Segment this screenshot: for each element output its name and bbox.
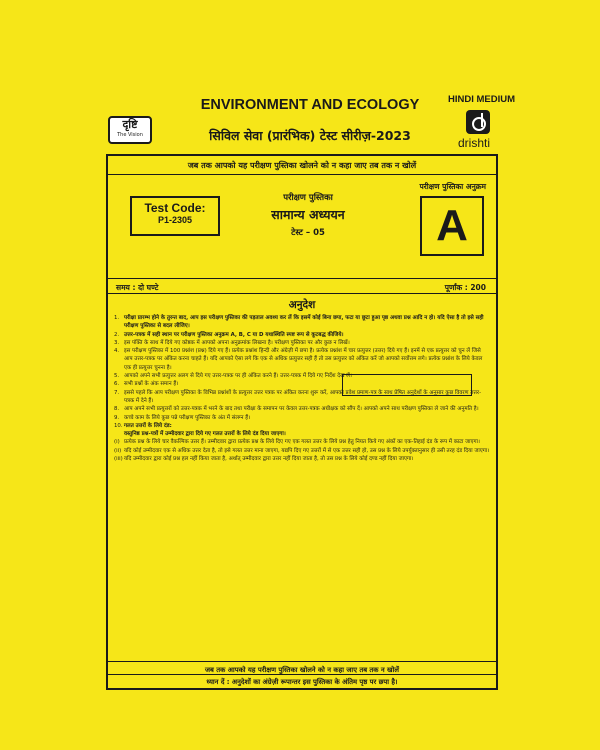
instruction-text: प्रत्येक प्रश्न के लिये चार वैकल्पिक उत्तर हैं। उम्मीदवार द्वारा प्रत्येक प्रश्न के लिये दिए गए एक गलत उत्तर के लिये प्रश्न हेतु नियत किये गए अंकों का एक-तिहाई दंड के रूप में काटा जाएगा। bbox=[124, 439, 480, 446]
booklet-title: ENVIRONMENT AND ECOLOGY bbox=[200, 97, 420, 113]
instruction-number: 5. bbox=[114, 373, 120, 380]
top-warning: जब तक आपको यह परीक्षण पुस्तिका खोलने को न कहा जाए तब तक न खोलें bbox=[187, 161, 417, 170]
instruction-number: (iii) bbox=[114, 456, 123, 463]
instruction-text: सभी प्रश्नों के अंक समान हैं। bbox=[124, 381, 179, 388]
divider bbox=[108, 661, 496, 662]
bottom-note: ध्यान दें : अनुदेशों का अंग्रेज़ी रूपान्तर इस पुस्तिका के अंतिम पृष्ठ पर छपा है। bbox=[206, 678, 398, 686]
booklet-frame bbox=[106, 154, 498, 690]
instruction-text: उत्तर-पत्रक में सही स्थान पर परीक्षण पुस्तिका अनुक्रम A, B, C या D यथास्थिति स्पष्ट रूप से कूटबद्ध कीजिये। bbox=[124, 331, 344, 338]
instruction-text: गलत उत्तरों के लिये दंड: bbox=[124, 422, 172, 429]
instruction-item bbox=[114, 314, 490, 331]
instruction-item bbox=[114, 455, 490, 463]
drishti-logo bbox=[108, 116, 152, 144]
instruction-item bbox=[114, 331, 490, 339]
instruction-number: 6. bbox=[114, 381, 120, 388]
booklet-info bbox=[258, 192, 358, 238]
divider bbox=[108, 174, 496, 175]
series-letter: A bbox=[420, 196, 484, 256]
instruction-number: 4. bbox=[114, 348, 120, 355]
divider bbox=[108, 278, 496, 279]
test-number: टेस्ट – 05 bbox=[291, 228, 325, 238]
instruction-text: कच्चे काम के लिये कुछ पन्ने परीक्षण पुस्तिका के अंत में संलग्न हैं। bbox=[124, 414, 251, 421]
instruction-number: 1. bbox=[114, 315, 120, 321]
instruction-text: इस पंक्ति के साथ में दिये गए कोष्ठक में आपको अपना अनुक्रमांक लिखना है। परीक्षण पुस्तिका पर और कुछ न लिखें। bbox=[124, 339, 350, 346]
medium-label: HINDI MEDIUM bbox=[448, 94, 516, 105]
instruction-item bbox=[114, 422, 490, 430]
instruction-item bbox=[114, 430, 490, 438]
instruction-number: (i) bbox=[114, 439, 120, 446]
instruction-item bbox=[114, 414, 490, 422]
instruction-item bbox=[114, 447, 490, 455]
instruction-text: यदि उम्मीदवार द्वारा कोई प्रश्न हल नहीं किया जाता है, अर्थात् उम्मीदवार द्वारा उत्तर नहीं दिया जाता है, तो उस प्रश्न के लिये कोई दण्ड नहीं दिया जाएगा। bbox=[124, 456, 414, 463]
instruction-text: इस परीक्षण पुस्तिका में 100 प्रश्नांश (प्रश्न) दिये गए हैं। प्रत्येक प्रश्नांश हिन्दी और अंग्रेज़ी में छपा है। प्रत्येक प्रश्नांश में चार प्रत्युत्तर (उत्तर) दिये गए हैं। इनमें से एक प्रत्युत्तर को चुन लें जिसे आप उत्तर-पत्रक पर अंकित करना चाहते हैं। यदि आपको ऐसा लगे कि एक से अधिक प्रत्युत्तर सही हैं तो उस प्रत्युत्तर को अंकित करें जो आपको सर्वोत्तम लगे। प्रत्येक प्रश्नांश के लिये केवल एक ही प्रत्युत्तर चुनना है। bbox=[124, 348, 483, 371]
instruction-text: परीक्षा प्रारम्भ होने के तुरन्त बाद, आप इस परीक्षण पुस्तिका की पड़ताल अवश्य कर लें कि इसमें कोई बिना छपा, फटा या छूटा हुआ पृष्ठ अथवा प्रश्न आदि न हो। यदि ऐसा है तो इसे सही परीक्षण पुस्तिका से बदल लीजिए। bbox=[124, 315, 484, 330]
instruction-number: 8. bbox=[114, 406, 120, 413]
instruction-item bbox=[114, 347, 490, 372]
divider bbox=[108, 674, 496, 675]
brand-name: drishti bbox=[458, 136, 491, 150]
test-code-value: P1-2305 bbox=[157, 215, 193, 225]
max-marks: पूर्णांक : 200 bbox=[444, 283, 486, 292]
instruction-number: 9. bbox=[114, 414, 120, 421]
subject: सामान्य अध्ययन bbox=[271, 207, 345, 222]
instruction-text: आपको अपने सभी प्रत्युत्तर अलग से दिये गए उत्तर-पत्रक पर ही अंकित करने हैं। उत्तर-पत्रक में दिये गए निर्देश देख लें। bbox=[124, 373, 352, 380]
roll-number-box[interactable] bbox=[342, 374, 472, 396]
logo-text: दृष्टि bbox=[122, 118, 138, 131]
instruction-number: 3. bbox=[114, 339, 120, 346]
booklet-label: परीक्षण पुस्तिका bbox=[283, 193, 333, 203]
drishti-d-icon bbox=[466, 110, 490, 134]
instruction-number: 10. bbox=[114, 422, 123, 429]
test-code-box bbox=[130, 196, 220, 236]
instruction-number: 7. bbox=[114, 389, 120, 396]
sequence-label: परीक्षण पुस्तिका अनुक्रम bbox=[419, 182, 486, 191]
instruction-text: इससे पहले कि आप परीक्षण पुस्तिका के विभिन्न प्रश्नांशों के प्रत्युत्तर उत्तर पत्रक पर अंकित करना शुरू करें, आपको प्रवेश प्रमाण-पत्र के साथ प्रेषित अनुदेशों के अनुसार कुछ विवरण उत्तर-पत्रक में देने हैं। bbox=[124, 389, 482, 404]
bottom-warning: जब तक आपको यह परीक्षण पुस्तिका खोलने को न कहा जाए तब तक न खोलें bbox=[205, 666, 399, 674]
instructions-title: अनुदेश bbox=[288, 299, 316, 311]
instruction-number: (ii) bbox=[114, 447, 122, 454]
divider bbox=[108, 293, 496, 294]
instruction-item bbox=[114, 438, 490, 446]
instruction-text: आप अपने सभी प्रत्युत्तरों को उत्तर-पत्रक में भरने के बाद तथा परीक्षा के समापन पर केवल उत्तर-पत्रक अधीक्षक को सौंप दें। आपको अपने साथ परीक्षण पुस्तिका ले जाने की अनुमति है। bbox=[124, 406, 479, 413]
test-code-label: Test Code: bbox=[144, 201, 206, 215]
instruction-text: यदि कोई उम्मीदवार एक से अधिक उत्तर देता है, तो इसे गलत उत्तर माना जाएगा, यद्यपि दिए गए उत्तरों में से एक उत्तर सही हो, उस प्रश्न के लिये उपर्युक्तानुसार ही उसी तरह दंड दिया जाएगा। bbox=[124, 447, 490, 454]
time-allowed: समय : दो घण्टे bbox=[116, 283, 159, 292]
series-subtitle: सिविल सेवा (प्रारंभिक) टेस्ट सीरीज़-2023 bbox=[209, 128, 411, 143]
instruction-item bbox=[114, 405, 490, 413]
logo-subtext: The Vision bbox=[117, 132, 143, 138]
instruction-number bbox=[114, 430, 124, 438]
instruction-text: वस्तुनिष्ठ प्रश्न-पत्रों में उम्मीदवार द्वारा दिये गए गलत उत्तरों के लिये दंड दिया जाएगा। bbox=[124, 431, 286, 438]
instruction-item bbox=[114, 339, 490, 347]
instruction-number: 2. bbox=[114, 331, 120, 338]
